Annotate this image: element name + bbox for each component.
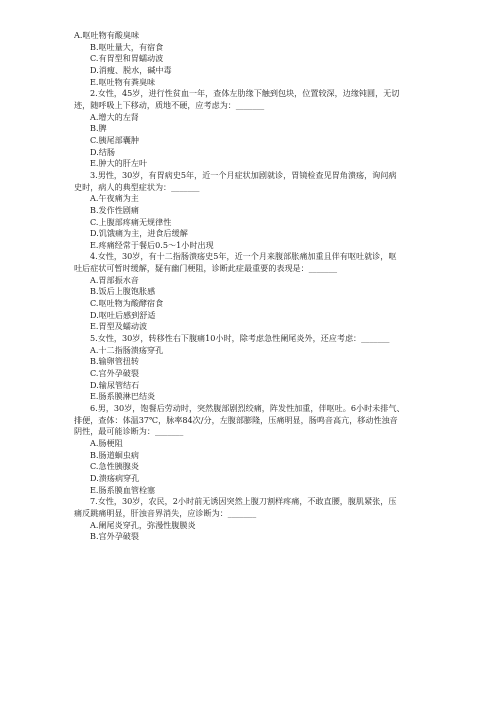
answer-option: C.有胃型和胃蠕动波 bbox=[90, 53, 164, 64]
question-continuation-line: 痛反跳痛明显，肝浊音界消失，应诊断为：_______ bbox=[74, 507, 257, 518]
answer-option: C.呕吐物为酸酵宿食 bbox=[90, 298, 164, 309]
answer-option: B.呕吐量大，有宿食 bbox=[90, 41, 164, 52]
answer-option: B.脾 bbox=[90, 123, 107, 134]
question-continuation-line: 阴性，最可能诊断为：_______ bbox=[74, 426, 184, 437]
question-line: 3.男性，30岁，有胃病史5年，近一个月症状加剧就诊，胃镜检查见胃角溃疡，询问病 bbox=[90, 169, 397, 180]
question-line: 4.女性，30岁，有十二指肠溃疡史5年，近一个月来腹部胀痛加重且伴有呕吐就诊，呕 bbox=[90, 251, 397, 262]
answer-option: E.疼痛经常于餐后0.5～1小时出现 bbox=[90, 239, 214, 250]
answer-option: C.宫外孕破裂 bbox=[90, 368, 139, 379]
answer-option: C.胰尾部囊肿 bbox=[90, 134, 139, 145]
answer-option: E.肠系膜淋巴结炎 bbox=[90, 391, 156, 402]
answer-option: D.溃疡病穿孔 bbox=[90, 472, 140, 483]
answer-option: E.胃型及蠕动波 bbox=[90, 321, 148, 332]
answer-option: A.肠梗阻 bbox=[90, 437, 123, 448]
answer-option: A.呕吐物有酸臭味 bbox=[74, 30, 140, 40]
answer-option: A.阑尾炎穿孔，弥漫性腹膜炎 bbox=[90, 519, 196, 530]
answer-option: C.上腹部疼痛无规律性 bbox=[90, 216, 172, 227]
answer-option: B.发作性剧痛 bbox=[90, 204, 139, 215]
question-line: 6.男，30岁，饱餐后劳动时，突然腹部剧烈绞痛，阵发性加重，伴呕吐。6小时未排气、 bbox=[90, 403, 405, 413]
answer-option: B.饭后上腹饱胀感 bbox=[90, 286, 156, 297]
question-continuation-line: 排便，查体：体温37℃，脉率84次/分，左腹部膨隆，压痛明显，肠鸣音高亢，移动性浊音 bbox=[74, 414, 398, 425]
document-body bbox=[74, 30, 426, 543]
question-line: 2.女性，45岁，进行性贫血一年，查体左肋缘下触到包块，位置较深，边缘钝圆，无切 bbox=[90, 88, 400, 99]
answer-option: C.急性胰腺炎 bbox=[90, 461, 139, 472]
answer-option: D.消瘦、脱水，碱中毒 bbox=[90, 64, 172, 75]
answer-option: B.输卵管扭转 bbox=[90, 356, 139, 367]
answer-option: A.十二指肠溃疡穿孔 bbox=[90, 344, 164, 355]
answer-option: E.呕吐物有粪臭味 bbox=[90, 76, 156, 87]
answer-option: A.午夜痛为主 bbox=[90, 193, 139, 204]
question-continuation-line: 吐后症状可暂时缓解，疑有幽门梗阻，诊断此症最重要的表现是：_______ bbox=[74, 263, 338, 274]
answer-option: B.肠道蛔虫病 bbox=[90, 449, 139, 460]
answer-option: D.呕吐后感到舒适 bbox=[90, 309, 156, 320]
answer-option: D.结肠 bbox=[90, 146, 115, 157]
question-line: 5.女性，30岁，转移性右下腹痛10小时，除考虑急性阑尾炎外，还应考虑：_______ bbox=[90, 333, 390, 344]
answer-option: E.肠系膜血管栓塞 bbox=[90, 484, 156, 495]
question-continuation-line: 史时，病人的典型症状为：_______ bbox=[74, 181, 200, 192]
answer-option: A.胃部振水音 bbox=[90, 274, 139, 285]
answer-option: B.宫外孕破裂 bbox=[90, 531, 139, 542]
answer-option: D.饥饿痛为主，进食后缓解 bbox=[90, 228, 188, 239]
question-continuation-line: 迹，随呼吸上下移动，质地不硬，应考虑为：_______ bbox=[74, 99, 265, 110]
answer-option: A.增大的左肾 bbox=[90, 111, 139, 122]
question-line: 7.女性，30岁，农民，2小时前无诱因突然上腹刀割样疼痛，不敢直腰，腹肌紧张，压 bbox=[90, 496, 397, 507]
answer-option: D.输尿管结石 bbox=[90, 379, 140, 390]
answer-option: E.肿大的肝左叶 bbox=[90, 158, 148, 169]
